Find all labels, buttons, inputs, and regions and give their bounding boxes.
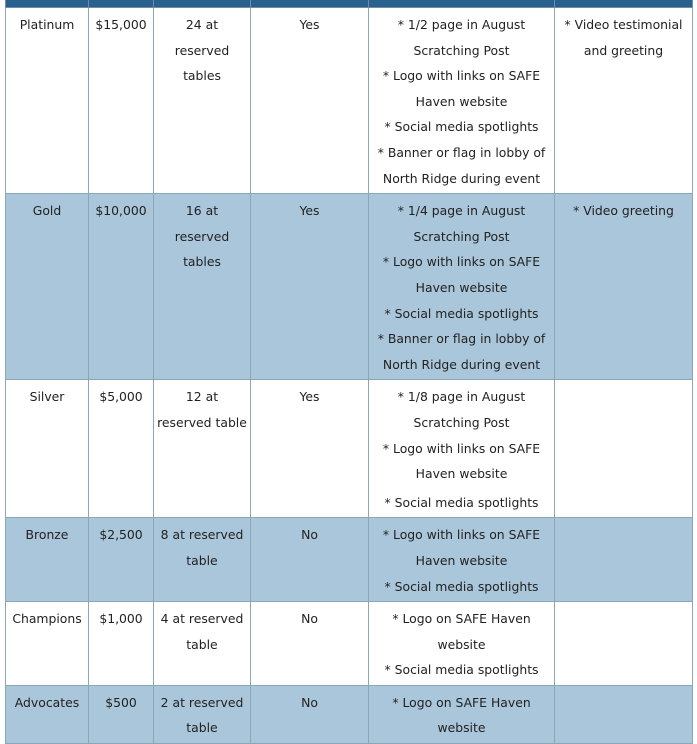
level-cell: Bronze [6,518,89,602]
tables-cell: 16 at reserved tables [154,194,251,380]
extra-cell [555,685,693,743]
header-cell [369,0,555,8]
benefit-line: * Logo on SAFE Haven website [392,611,531,652]
header-cell [89,0,154,8]
level-cell: Advocates [6,685,89,743]
extra-cell [555,602,693,686]
benefits-cell [369,380,555,518]
table-header-row [6,0,693,8]
benefit-line: * Logo with links on SAFE Haven website [382,440,541,482]
extra-cell: * Video greeting [555,194,693,380]
table-row [6,194,693,380]
extra-cell [555,518,693,602]
benefit-line: * Banner or flag in lobby of North Ridge during event [377,331,546,372]
benefits-cell [369,8,555,194]
benefit-line: * Logo on SAFE Haven website [392,694,531,736]
sponsorship-table [5,0,693,744]
table-row [6,8,693,194]
yes-no-cell: Yes [251,380,369,518]
benefits-cell [369,194,555,380]
amount-cell: $10,000 [89,194,154,380]
benefit-line: * Social media spotlights [384,119,539,135]
benefit-line: * Logo with links on SAFE Haven website [382,254,541,295]
yes-no-cell: No [251,518,369,602]
extra-cell: * Video testimonial and greeting [555,8,693,194]
benefit-line: * Banner or flag in lobby of North Ridge during event [377,144,546,186]
extra-cell [555,380,693,518]
benefit-line: * Social media spotlights [384,662,539,678]
table-row [6,685,693,743]
benefit-line: * 1/2 page in August Scratching Post [397,17,526,58]
header-cell [555,0,693,8]
benefit-line: * Logo with links on SAFE Haven website [382,68,541,109]
tables-cell: 12 at reserved table [154,380,251,518]
amount-cell: $1,000 [89,602,154,686]
header-cell [6,0,89,8]
tables-cell: 8 at reserved table [154,518,251,602]
amount-cell: $2,500 [89,518,154,602]
yes-no-cell: Yes [251,8,369,194]
benefit-line: * Social media spotlights [384,494,539,510]
benefits-cell [369,685,555,743]
level-cell: Champions [6,602,89,686]
amount-cell: $500 [89,685,154,743]
tables-cell: 4 at reserved table [154,602,251,686]
level-cell: Platinum [6,8,89,194]
tables-cell: 24 at reserved tables [154,8,251,194]
benefit-line: * Social media spotlights [384,578,539,594]
header-cell [154,0,251,8]
amount-cell: $5,000 [89,380,154,518]
tables-cell: 2 at reserved table [154,685,251,743]
table-row [6,518,693,602]
header-cell [251,0,369,8]
level-cell: Gold [6,194,89,380]
table-row [6,602,693,686]
benefits-cell [369,602,555,686]
table-row [6,380,693,518]
benefits-cell [369,518,555,602]
benefit-line: * 1/8 page in August Scratching Post [397,389,526,430]
benefit-line: * Logo with links on SAFE Haven website [382,527,541,568]
yes-no-cell: Yes [251,194,369,380]
amount-cell: $15,000 [89,8,154,194]
level-cell: Silver [6,380,89,518]
benefit-line: * Social media spotlights [384,305,539,321]
yes-no-cell: No [251,685,369,743]
yes-no-cell: No [251,602,369,686]
benefit-line: * 1/4 page in August Scratching Post [397,203,526,244]
